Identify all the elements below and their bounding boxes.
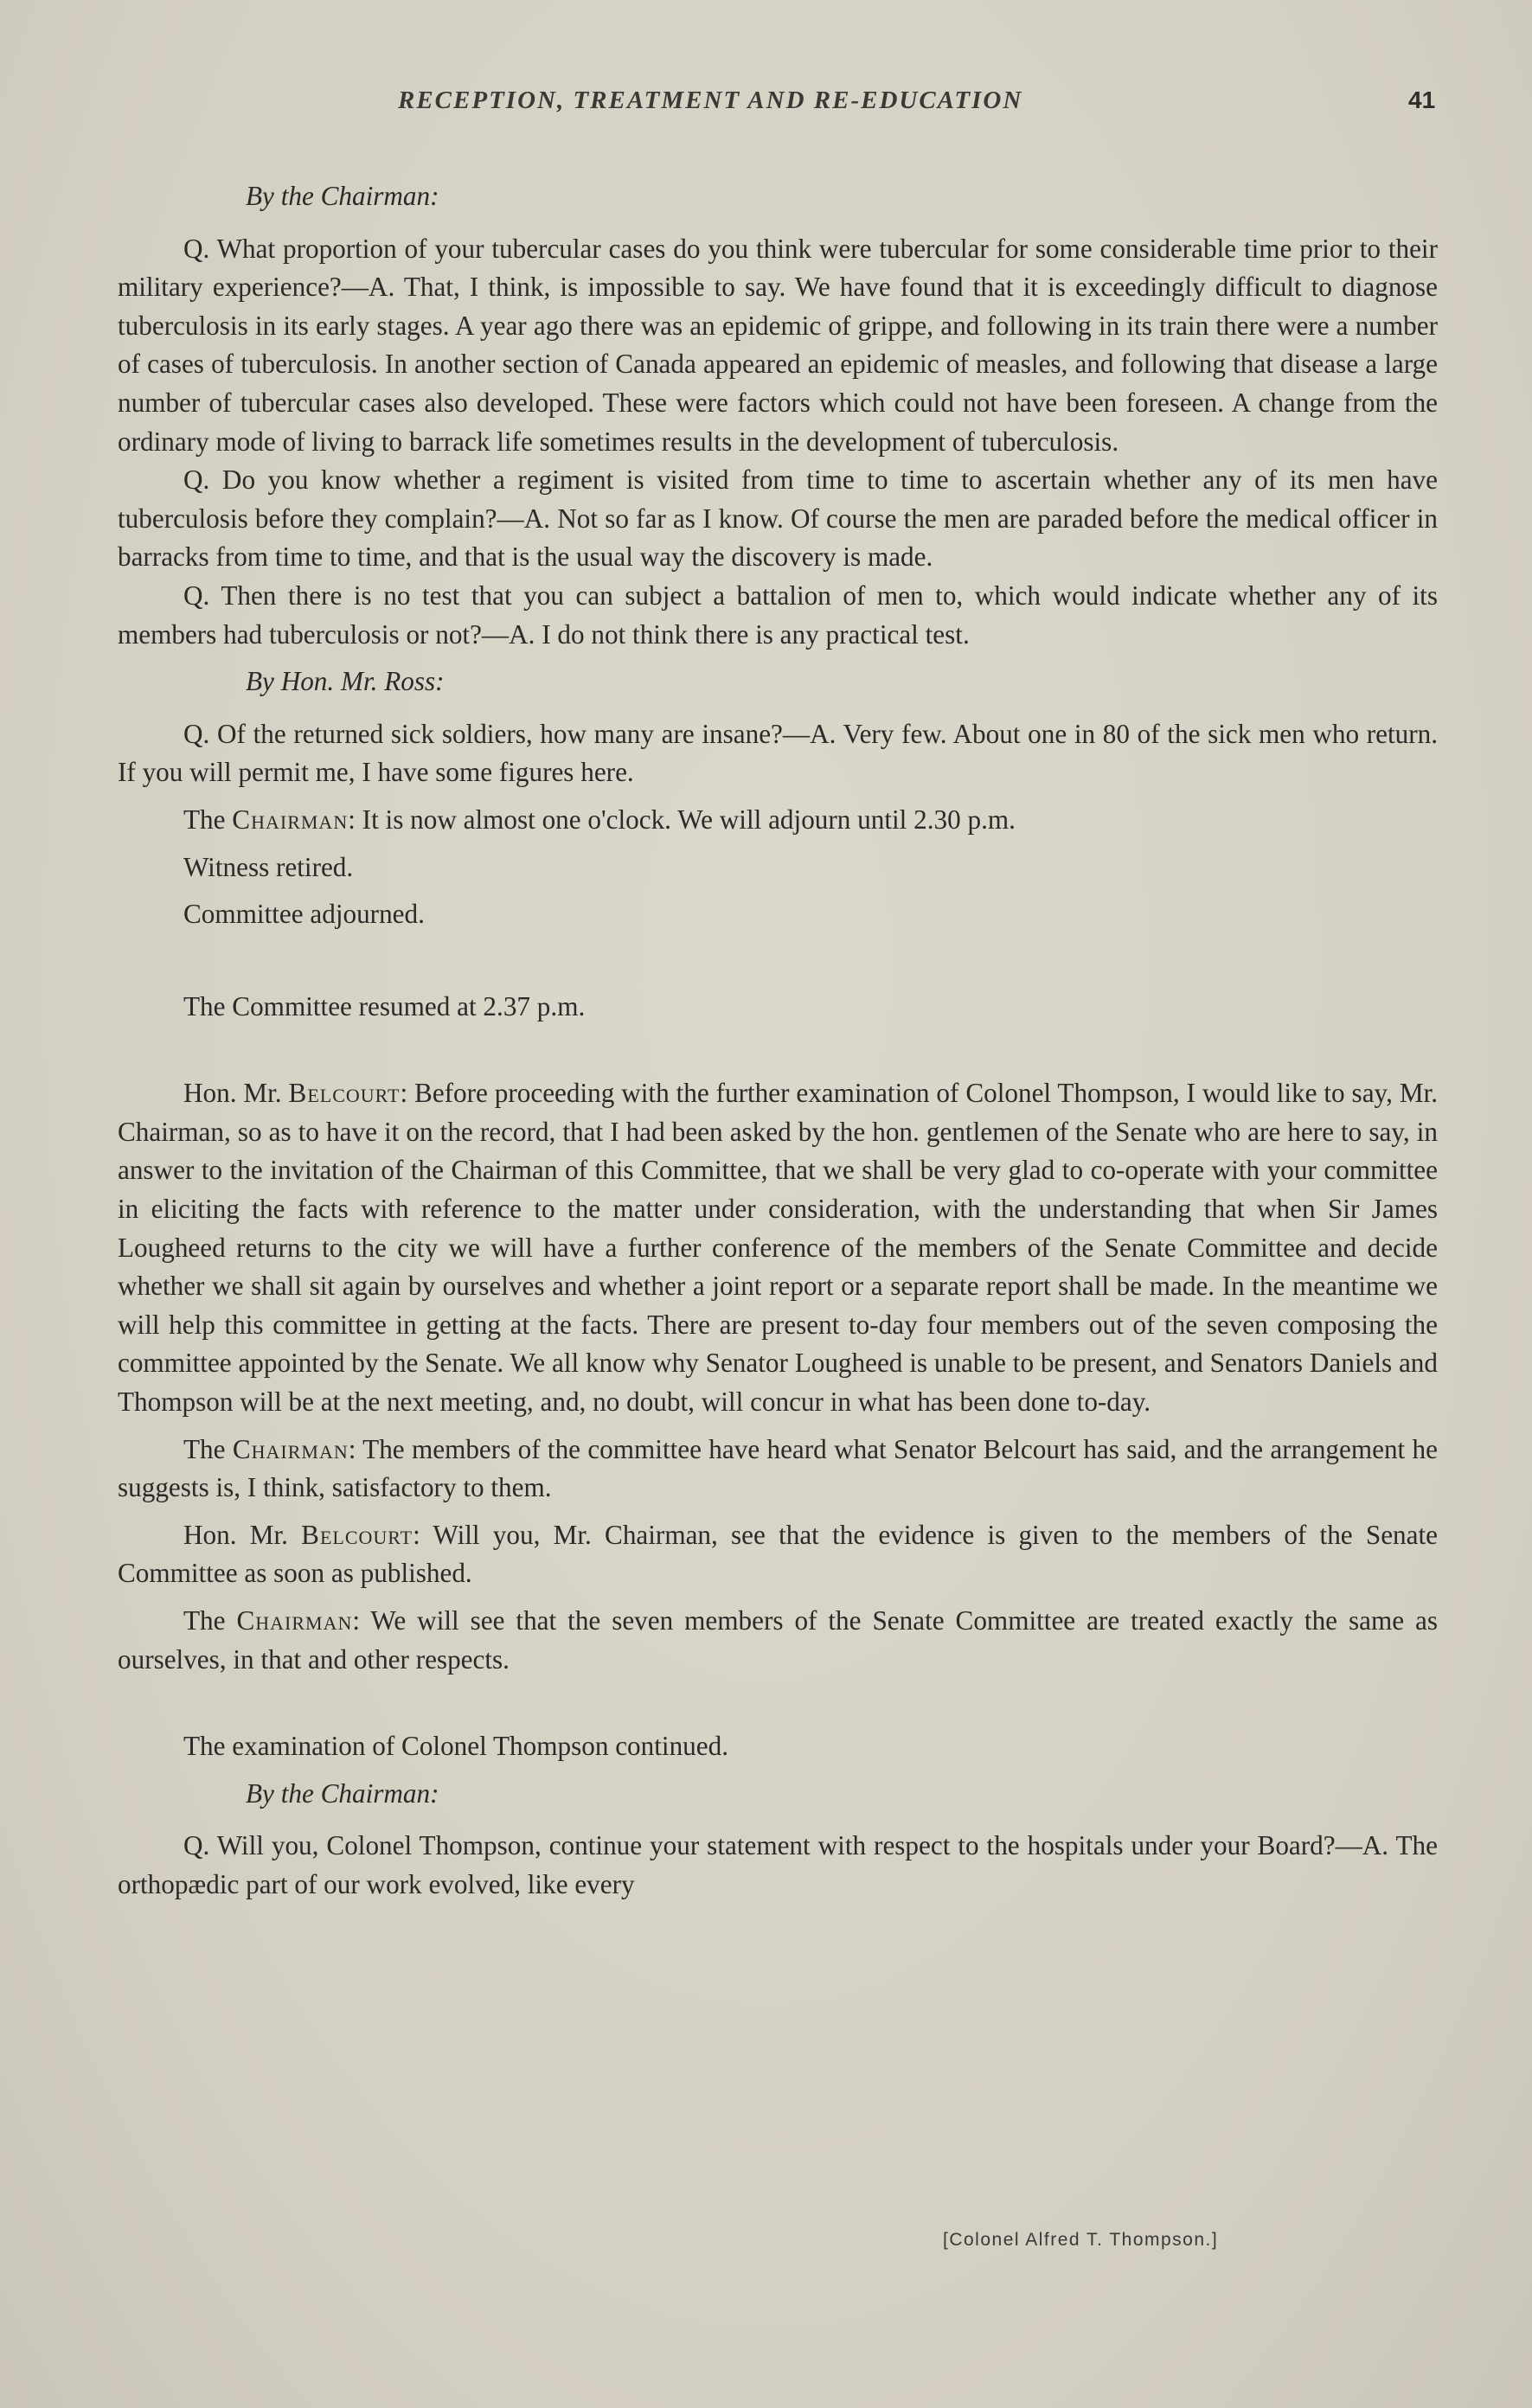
speech-text: : Will you, Mr. Chairman, see that the evidence is given to the members of the Senate Committee as soon as published. [118,1519,1438,1589]
speaker-prefix: The [183,1605,237,1636]
speaker-prefix: Hon. Mr. [183,1078,289,1109]
speaker-name: Chairman [236,1605,353,1636]
paragraph-belcourt-request [118,1516,1438,1593]
speech-text: : We will see that the seven members of the Senate Committee are treated exactly the same as ourselves, in that and other respects. [118,1605,1438,1675]
speaker-name: Belcourt [288,1078,401,1109]
speaker-name: Belcourt [301,1519,413,1550]
paragraph-q5: Q. Will you, Colonel Thompson, continue your statement with respect to the hospitals under your Board?—A. The orthopædic part of our work evolved, like every [118,1830,1438,1899]
paragraph-q3: Q. Then there is no test that you can subject a battalion of men to, which would indicate whether any of its members had tuberculosis or not?—A. I do not think there is any practical test. [118,580,1438,650]
speaker-name: Chairman [232,804,349,835]
speech-text: : Before proceeding with the further examination of Colonel Thompson, I would like to say, Mr. Chairman, so as to have it on the record, that I had been asked by the hon. gentlemen of the Senate who are here to say, in answer to the invitation of the Chairman of this Committee, that we shall be very glad to co-operate with your committee in eliciting the facts with reference to the matter under consideration, with the understanding that when Sir James Lougheed returns to the city we will have a further conference of the members of the Senate Committee and decide whether we shall sit again by ourselves and whether a joint report or a separate report shall be made. In the meantime we will help this committee in getting at the facts. There are present to-day four members out of the seven composing the committee appointed by the Senate. We all know why Senator Lougheed is unable to be present, and Senators Daniels and Thompson will be at the next meeting, and, no doubt, will concur in what has been done to-day. [118,1078,1439,1418]
speaker-prefix: The [183,1433,233,1464]
speaker-prefix: The [183,804,233,835]
section-heading-chairman-2: By the Chairman: [246,1777,439,1809]
paragraph-chairman-adjourn [118,801,1438,840]
page-body [118,177,1438,1905]
paragraph-committee-resumed: The Committee resumed at 2.37 p.m. [183,990,586,1021]
paragraph-chairman-assurance [118,1602,1438,1679]
paragraph-q2: Q. Do you know whether a regiment is visited from time to time to ascertain whether any of its men have tuberculosis before they complain?—A. Not so far as I know. Of course the men are paraded before the medical officer in barracks from time to time, and that is the usual way the discovery is made. [118,464,1438,573]
running-head: RECEPTION, TREATMENT AND RE-EDUCATION [398,86,1023,114]
section-heading-ross: By Hon. Mr. Ross: [246,666,445,697]
page-number: 41 [1408,86,1436,113]
paragraph-witness-retired: Witness retired. [183,851,354,882]
paragraph-belcourt-statement [118,1074,1438,1421]
paragraph-committee-adjourned: Committee adjourned. [183,899,425,930]
witness-footer: [Colonel Alfred T. Thompson.] [943,2230,1219,2250]
paragraph-q1: Q. What proportion of your tubercular cases do you think were tubercular for some considerable time prior to their military experience?—A. That, I think, is impossible to say. We have found that it is exceedingly difficult to diagnose tuberculosis in its early stages. A year ago there was an epidemic of grippe, and following in its train there were a number of cases of tuberculosis. In another section of Canada appeared an epidemic of measles, and following that disease a large number of tubercular cases also developed. These were factors which could not have been foreseen. A change from the ordinary mode of living to barrack life sometimes results in the development of tuberculosis. [118,233,1438,457]
speech-text: : It is now almost one o'clock. We will adjourn until 2.30 p.m. [348,804,1016,835]
paragraph-q4: Q. Of the returned sick soldiers, how many are insane?—A. Very few. About one in 80 of the sick men who return. If you will permit me, I have some figures here. [118,718,1438,788]
speaker-prefix: Hon. Mr. [183,1519,302,1550]
speaker-name: Chairman [232,1433,349,1464]
speech-text: : The members of the committee have heard what Senator Belcourt has said, and the arrangement he suggests is, I think, satisfactory to them. [118,1433,1438,1503]
paragraph-examination-continued: The examination of Colonel Thompson continued. [183,1731,728,1762]
paragraph-chairman-reply [118,1431,1438,1508]
page-header [0,86,1532,121]
section-heading-chairman: By the Chairman: [246,181,439,211]
